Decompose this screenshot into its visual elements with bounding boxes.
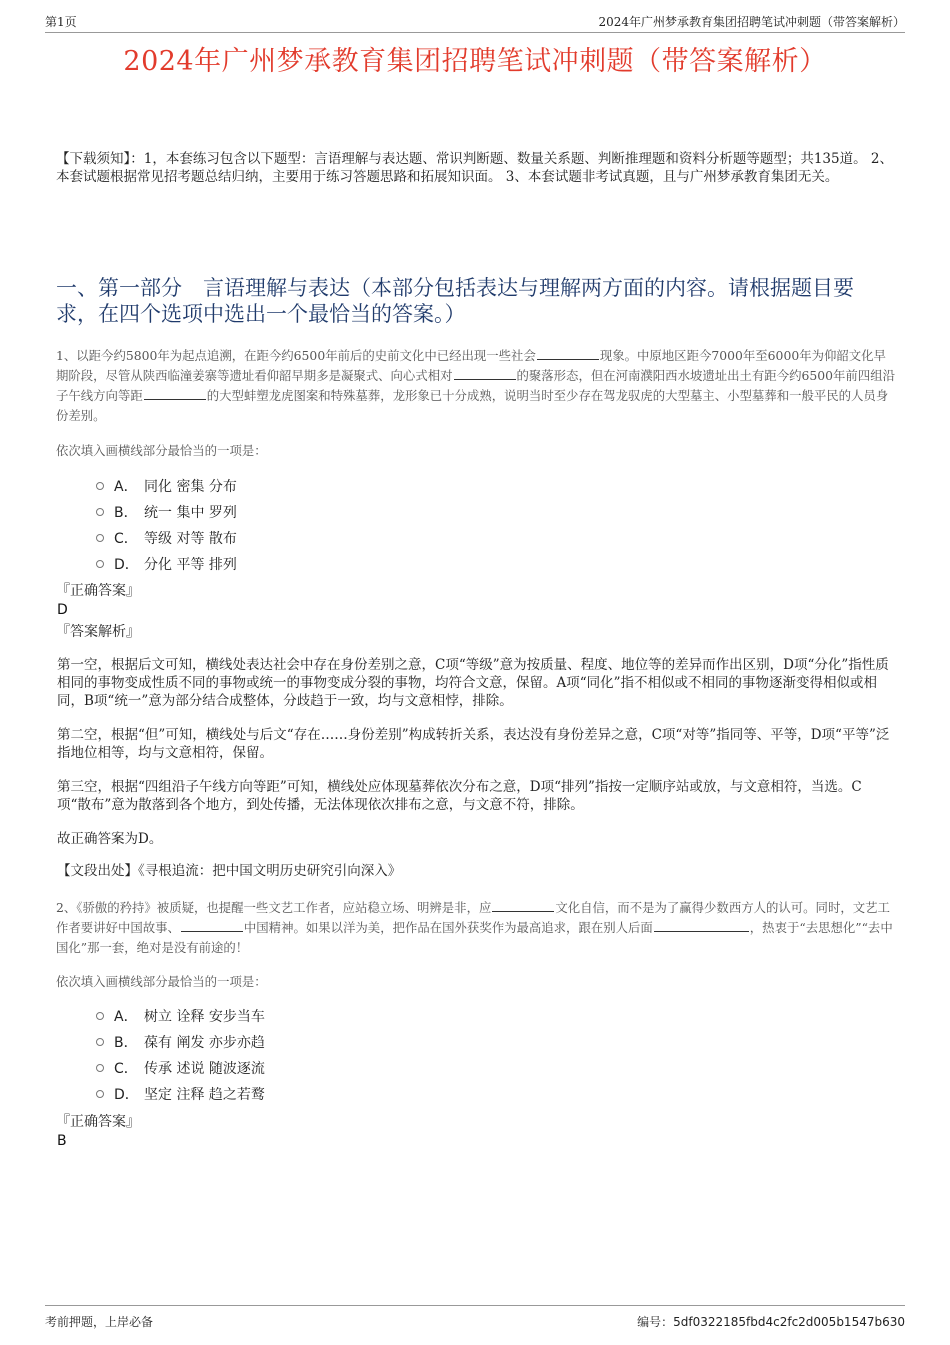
page-footer [45, 1305, 905, 1330]
page-header [45, 14, 905, 33]
fill-blank [454, 366, 516, 380]
fill-blank [181, 918, 243, 932]
analysis-paragraph: 第一空，根据后文可知，横线处表达社会中存在身份差别之意，C项“等级”意为按质量、程度、地位等的差异而作出区别，D项“分化”指性质相同的事物变成性质不同的事物或统一的事物变成分裂的事物，均符合文意，保留。A项“同化”指不相似或不相同的事物逐渐变得相似或相同，B项“统一”意为部分结合成整体，分歧趋于一致，均与文意相悖，排除。 [57, 657, 889, 709]
option-d[interactable]: D． 分化 平等 排列 [96, 551, 237, 577]
question-2-options [96, 1003, 265, 1107]
download-notice: 【下载须知】：1，本套练习包含以下题型：言语理解与表达题、常识判断题、数量关系题、判断推理题和资料分析题等题型；共135道。 2、本套试题根据常见招考题总结归纳，主要用于练习答题思路和拓展知识面。 3、本套试题非考试真题，且与广州梦承教育集团无关。 [56, 151, 893, 185]
radio-icon[interactable] [96, 508, 104, 516]
fill-blank [144, 386, 206, 400]
option-b[interactable]: B． 统一 集中 罗列 [96, 499, 237, 525]
page-title: 2024年广州梦承教育集团招聘笔试冲刺题（带答案解析） [123, 46, 827, 77]
answer-label: 『正确答案』 [56, 1114, 140, 1130]
analysis-conclusion: 故正确答案为D。 [57, 831, 163, 847]
answer-value: B [57, 1133, 67, 1149]
question-1-options [96, 473, 237, 577]
question-1-prompt: 依次填入画横线部分最恰当的一项是： [56, 443, 267, 458]
radio-icon[interactable] [96, 1090, 104, 1098]
analysis-paragraph: 第三空，根据“四组沿子午线方向等距”可知，横线处应体现墓葬依次分布之意，D项“排列”指按一定顺序站或放，与文意相符，当选。C项“散布”意为散落到各个地方，到处传播，无法体现依次排布之意，与文意不符，排除。 [57, 779, 862, 813]
fill-blank [537, 346, 599, 360]
question-1-text: 1、以距今约5800年为起点追溯，在距今约6500年前后的史前文化中已经出现一些社会 现象。中原地区距今7000年至6000年为仰韶文化早期阶段，尽管从陕西临潼姜寨等遗址看仰韶早期多是凝聚式、向心式相对 的聚落形态，但在河南濮阳西水坡遗址出土有距今约6500年前四组沿子午线方向等距 的大型蚌塑龙虎图案和特殊墓葬，龙形象已十分成熟，说明当时至少存在驾龙驭虎的大型墓主、小型墓葬和一般平民的人员身份差别。 [56, 348, 895, 423]
analysis-label: 『答案解析』 [56, 624, 140, 640]
radio-icon[interactable] [96, 560, 104, 568]
option-d[interactable]: D． 坚定 注释 趋之若鹜 [96, 1081, 265, 1107]
page-number: 第1页 [45, 15, 77, 29]
document-code: 编号：5df0322185fbd4c2fc2d005b1547b630 [637, 1315, 905, 1329]
option-b[interactable]: B． 葆有 阐发 亦步亦趋 [96, 1029, 265, 1055]
question-2-text: 2、《骄傲的矜持》被质疑，也提醒一些文艺工作者，应站稳立场、明辨是非，应 文化自信，而不是为了赢得少数西方人的认可。同时，文艺工作者要讲好中国故事、 中国精神。如果以洋为美，把作品在国外获奖作为最高追求，跟在别人后面 ，热衷于“去思想化”“去中国化”那一套，绝对是没有前途的！ [56, 900, 893, 955]
radio-icon[interactable] [96, 1012, 104, 1020]
source-reference: 【文段出处】《寻根追流：把中国文明历史研究引向深入》 [57, 863, 402, 879]
option-a[interactable]: A． 同化 密集 分布 [96, 473, 237, 499]
option-a[interactable]: A． 树立 诠释 安步当车 [96, 1003, 265, 1029]
radio-icon[interactable] [96, 534, 104, 542]
fill-blank [492, 898, 554, 912]
answer-value: D [57, 602, 68, 618]
section-heading: 一、第一部分 言语理解与表达（本部分包括表达与理解两方面的内容。请根据题目要求，在四个选项中选出一个最恰当的答案。） [56, 276, 854, 326]
question-2-prompt: 依次填入画横线部分最恰当的一项是： [56, 974, 267, 989]
fill-blank [654, 918, 749, 932]
radio-icon[interactable] [96, 482, 104, 490]
option-c[interactable]: C． 等级 对等 散布 [96, 525, 237, 551]
header-doc-title: 2024年广州梦承教育集团招聘笔试冲刺题（带答案解析） [598, 15, 905, 29]
answer-label: 『正确答案』 [56, 583, 140, 599]
footer-slogan: 考前押题，上岸必备 [45, 1315, 154, 1329]
analysis-paragraph: 第二空，根据“但”可知，横线处与后文“存在……身份差别”构成转折关系，表达没有身份差异之意，C项“对等”指同等、平等，D项“平等”泛指地位相等，均与文意相符，保留。 [57, 727, 890, 761]
option-c[interactable]: C． 传承 述说 随波逐流 [96, 1055, 265, 1081]
radio-icon[interactable] [96, 1064, 104, 1072]
radio-icon[interactable] [96, 1038, 104, 1046]
